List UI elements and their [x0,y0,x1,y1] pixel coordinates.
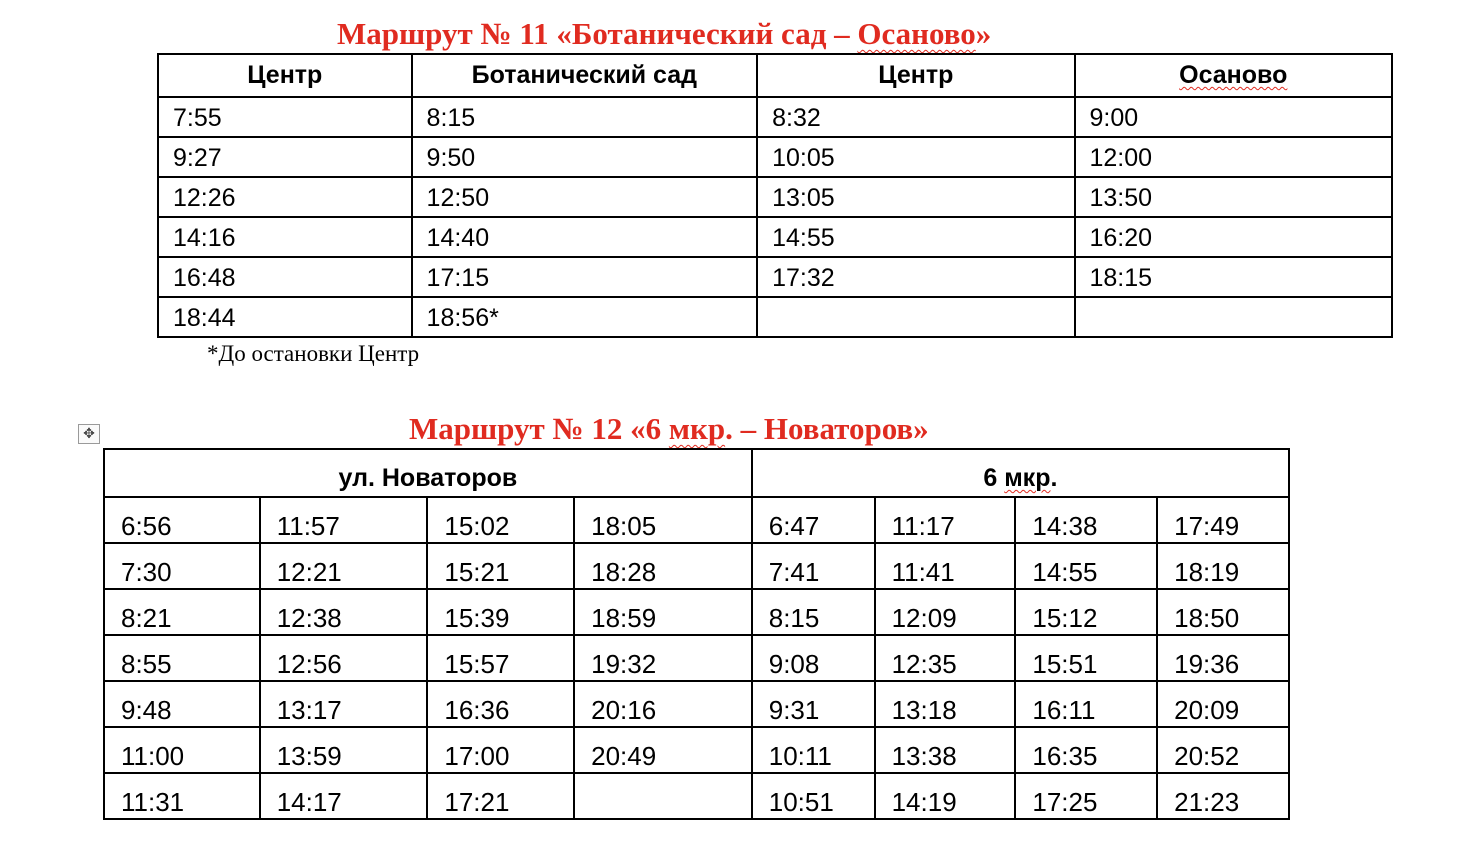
route-11-title [337,18,991,49]
table-row [104,497,1289,543]
time-cell: 6:56 [104,497,260,543]
time-cell [1075,297,1393,337]
time-cell: 9:50 [412,137,758,177]
table-row [104,635,1289,681]
time-cell: 15:57 [427,635,574,681]
table-row [104,681,1289,727]
time-cell: 14:38 [1015,497,1157,543]
time-cell: 20:52 [1157,727,1289,773]
time-cell: 11:41 [875,543,1016,589]
table-row [104,773,1289,819]
time-cell: 12:35 [875,635,1016,681]
time-cell: 9:48 [104,681,260,727]
route-12-title-text: Маршрут № 12 «6 [409,411,669,446]
route-11-title-spellcheck-word: Осаново [857,16,976,51]
time-cell: 18:28 [574,543,752,589]
time-cell: 11:17 [875,497,1016,543]
time-cell: 12:09 [875,589,1016,635]
table-row [158,177,1392,217]
time-cell: 18:05 [574,497,752,543]
time-cell: 12:56 [260,635,428,681]
time-cell: 11:57 [260,497,428,543]
time-cell: 14:19 [875,773,1016,819]
time-cell: 10:11 [752,727,875,773]
time-cell: 13:50 [1075,177,1393,217]
time-cell: 17:32 [757,257,1074,297]
time-cell: 13:18 [875,681,1016,727]
column-header-center-1: Центр [158,54,412,97]
header-6-mkr-prefix: 6 [983,464,1005,492]
column-header-botanical-garden: Ботанический сад [412,54,758,97]
time-cell: 12:00 [1075,137,1393,177]
column-header-osanovo [1075,54,1393,97]
table-row [104,543,1289,589]
time-cell: 16:35 [1015,727,1157,773]
time-cell: 15:02 [427,497,574,543]
time-cell: 9:08 [752,635,875,681]
time-cell: 11:31 [104,773,260,819]
table-row [104,727,1289,773]
time-cell: 14:16 [158,217,412,257]
time-cell: 12:21 [260,543,428,589]
time-cell: 18:19 [1157,543,1289,589]
time-cell: 18:44 [158,297,412,337]
time-cell: 15:51 [1015,635,1157,681]
time-cell: 14:40 [412,217,758,257]
column-header-novatorov: ул. Новаторов [104,449,752,497]
time-cell: 21:23 [1157,773,1289,819]
time-cell: 9:00 [1075,97,1393,137]
time-cell: 14:17 [260,773,428,819]
time-cell: 8:55 [104,635,260,681]
route-11-title-text: Маршрут № 11 «Ботанический сад – [337,16,858,51]
time-cell: 18:56* [412,297,758,337]
time-cell: 17:00 [427,727,574,773]
time-cell: 20:09 [1157,681,1289,727]
time-cell: 9:31 [752,681,875,727]
time-cell: 20:49 [574,727,752,773]
time-cell [757,297,1074,337]
move-arrows-icon[interactable]: ✥ [78,424,100,444]
time-cell: 6:47 [752,497,875,543]
route-11-table-body [158,97,1392,337]
column-header-center-2: Центр [757,54,1074,97]
time-cell: 18:15 [1075,257,1393,297]
time-cell: 18:59 [574,589,752,635]
route-12-table-body [104,497,1289,819]
time-cell: 12:26 [158,177,412,217]
time-cell: 15:12 [1015,589,1157,635]
time-cell: 16:36 [427,681,574,727]
table-row [158,217,1392,257]
time-cell: 10:51 [752,773,875,819]
route-11-title-end: » [975,16,992,51]
time-cell: 16:11 [1015,681,1157,727]
time-cell: 7:30 [104,543,260,589]
time-cell: 17:49 [1157,497,1289,543]
column-header-6-mkr [752,449,1289,497]
time-cell: 17:25 [1015,773,1157,819]
route-12-title-end: . – Новаторов» [725,411,929,446]
time-cell: 13:59 [260,727,428,773]
table-row [104,589,1289,635]
table-row [158,97,1392,137]
header-6-mkr-suffix: . [1050,464,1058,492]
time-cell: 12:50 [412,177,758,217]
time-cell: 16:48 [158,257,412,297]
route-12-title [409,413,929,444]
time-cell: 11:00 [104,727,260,773]
time-cell: 8:15 [412,97,758,137]
time-cell: 20:16 [574,681,752,727]
mkr-spellcheck-word: мкр [1004,464,1051,492]
time-cell: 13:17 [260,681,428,727]
time-cell: 16:20 [1075,217,1393,257]
time-cell: 8:32 [757,97,1074,137]
time-cell [574,773,752,819]
route-11-footnote: *До остановки Центр [207,341,420,366]
table-header-row [104,449,1289,497]
time-cell: 7:55 [158,97,412,137]
time-cell: 17:15 [412,257,758,297]
table-row [158,137,1392,177]
route-12-schedule-table [103,448,1290,820]
table-row [158,257,1392,297]
time-cell: 8:21 [104,589,260,635]
time-cell: 15:21 [427,543,574,589]
route-11-schedule-table [157,53,1393,338]
time-cell: 18:50 [1157,589,1289,635]
time-cell: 9:27 [158,137,412,177]
route-12-title-spellcheck-word: мкр [668,411,726,446]
table-header-row [158,54,1392,97]
time-cell: 13:38 [875,727,1016,773]
time-cell: 14:55 [1015,543,1157,589]
time-cell: 10:05 [757,137,1074,177]
time-cell: 7:41 [752,543,875,589]
time-cell: 17:21 [427,773,574,819]
time-cell: 14:55 [757,217,1074,257]
time-cell: 12:38 [260,589,428,635]
time-cell: 8:15 [752,589,875,635]
osanovo-spellcheck-word: Осаново [1179,61,1288,89]
time-cell: 19:32 [574,635,752,681]
time-cell: 13:05 [757,177,1074,217]
table-row [158,297,1392,337]
time-cell: 15:39 [427,589,574,635]
time-cell: 19:36 [1157,635,1289,681]
